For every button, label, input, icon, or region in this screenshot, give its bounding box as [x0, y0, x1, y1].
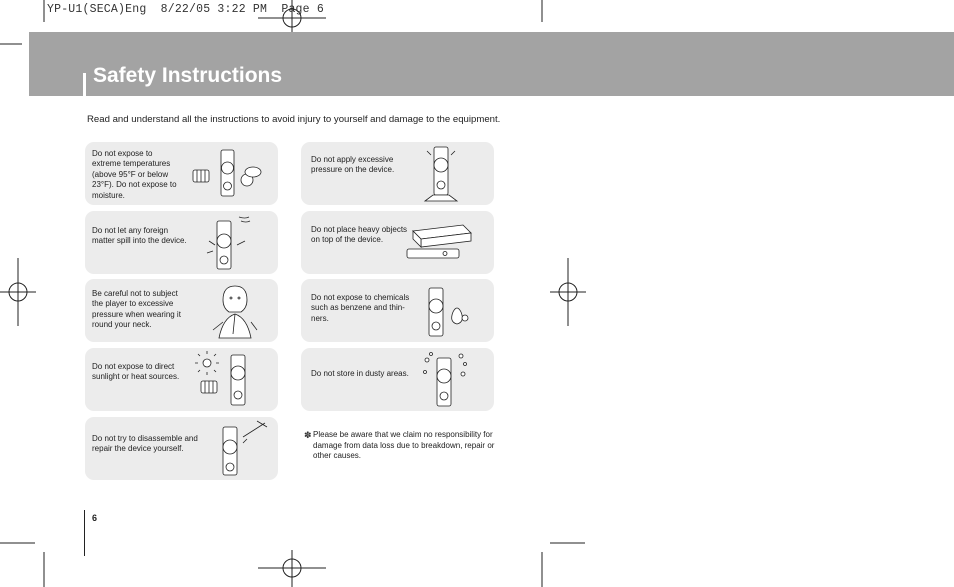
- print-header: YP-U1(SECA)Eng 8/22/05 3:22 PM Page 6: [47, 3, 324, 16]
- sunlight-icon: [195, 351, 261, 409]
- registration-mark-left: [0, 258, 36, 326]
- page-title: Safety Instructions: [93, 64, 283, 87]
- registration-mark-top: [258, 0, 326, 36]
- card-text: Do not expose to extreme temperatures (above 95°F or below 23°F). Do not expose to moisture.: [92, 149, 177, 200]
- neck-strap-icon: [209, 282, 259, 340]
- title-accent-bar: [83, 73, 86, 97]
- disassemble-icon: [217, 419, 275, 478]
- card-pressure: [301, 142, 494, 205]
- card-extreme-temperatures: [85, 142, 278, 205]
- card-text: Do not try to disassemble and repair the device yourself.: [92, 434, 198, 454]
- heavy-objects-icon: [405, 221, 473, 261]
- intro-text: Read and understand all the instructions to avoid injury to yourself and damage to the equipment.: [87, 114, 501, 125]
- registration-mark-bottom: [258, 550, 326, 587]
- note-asterisk: ✽: [304, 430, 312, 440]
- card-foreign-matter: [85, 211, 278, 274]
- card-text: Do not let any foreign matter spill into the device.: [92, 226, 187, 246]
- card-dust: [301, 348, 494, 411]
- card-text: Do not place heavy objects on top of the device.: [311, 225, 408, 245]
- card-neck-pressure: [85, 279, 278, 342]
- card-sunlight: [85, 348, 278, 411]
- page-number-rule: [84, 510, 85, 556]
- card-text: Do not apply excessive pressure on the device.: [311, 155, 395, 175]
- card-disassemble: [85, 417, 278, 480]
- page-number: 6: [92, 513, 98, 523]
- chemicals-icon: [425, 282, 473, 340]
- disclaimer-note: Please be aware that we claim no responsibility for damage from data loss due to breakdown, repair or other causes.: [313, 430, 495, 461]
- card-chemicals: [301, 279, 494, 342]
- card-text: Be careful not to subject the player to excessive pressure when wearing it round your neck.: [92, 289, 181, 330]
- card-text: Do not expose to chemicals such as benzene and thin- ners.: [311, 293, 410, 323]
- pressure-icon: [421, 143, 461, 203]
- card-text: Do not store in dusty areas.: [311, 369, 409, 378]
- card-text: Do not expose to direct sunlight or heat sources.: [92, 362, 180, 382]
- registration-mark-right: [550, 258, 586, 326]
- foreign-matter-icon: [203, 213, 255, 272]
- card-heavy-objects: [301, 211, 494, 274]
- dust-icon: [421, 350, 471, 409]
- heat-moisture-icon: [191, 146, 275, 202]
